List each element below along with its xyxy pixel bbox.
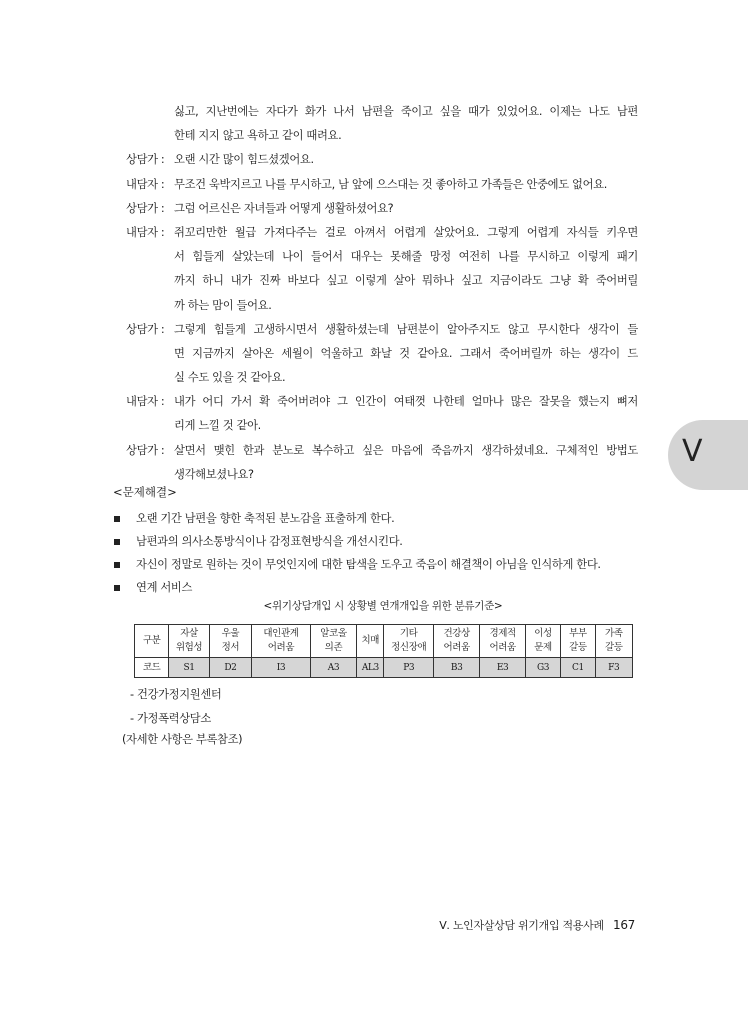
dialogue-line — [118, 342, 638, 366]
dialogue-line — [118, 294, 638, 318]
chapter-tab-label: V — [682, 434, 703, 469]
dialogue-text: 살면서 맺힌 한과 분노로 복수하고 싶은 마음에 죽음까지 생각하셨네요. 구체적인 방법도 — [174, 443, 638, 457]
dialogue-text: 한테 지지 않고 욕하고 같이 때려요. — [174, 129, 342, 143]
header-cell-line: 어려움 — [267, 642, 295, 653]
bullet-text: 연계 서비스 — [136, 581, 193, 594]
table-code-cell: F3 — [595, 658, 632, 678]
table-header-cell — [252, 625, 311, 658]
table-header-label: 구분 — [135, 625, 169, 658]
square-bullet-icon — [114, 539, 120, 545]
dialogue-line — [118, 414, 638, 438]
table-header-cell — [480, 625, 525, 658]
dialogue-text: 쥐꼬리만한 월급 가져다주는 걸로 아껴서 어렵게 살았어요. 그렇게 어렵게 자식들 키우면 — [174, 225, 638, 239]
dialogue-text: 싫고, 지난번에는 자다가 화가 나서 남편을 죽이고 싶을 때가 있었어요. 이제는 나도 남편 — [174, 105, 638, 118]
dialogue-text: 무조건 욱박지르고 나를 무시하고, 남 앞에 으스대는 것 좋아하고 가족들은 안중에도 없어요. — [174, 177, 607, 191]
table-header-cell — [310, 625, 356, 658]
speaker-label: 상담가 : — [126, 201, 165, 215]
speaker-label: 상담가 : — [126, 443, 165, 457]
dialogue-line — [118, 124, 638, 148]
dialogue-line — [118, 318, 638, 342]
header-cell-line: 위험성 — [175, 642, 203, 653]
table-caption: <위기상담개입 시 상황별 연개개입을 위한 분류기준> — [263, 600, 503, 612]
table-code-row — [135, 658, 633, 678]
table-header-cell — [525, 625, 560, 658]
dialogue-line — [118, 197, 638, 221]
appendix-note: (자세한 사항은 부록참조) — [122, 733, 243, 746]
dialogue-text: 면 지금까지 살아온 세월이 억울하고 화날 것 같아요. 그래서 죽어버릴까 하는 생각이 드 — [174, 346, 638, 360]
dialogue-text: 까 하는 맘이 들어요. — [174, 298, 272, 312]
dialogue-text: 리게 느낄 것 같아. — [174, 419, 261, 433]
table-code-cell: E3 — [480, 658, 525, 678]
dialogue — [118, 100, 638, 487]
header-cell-line: 기타 — [399, 628, 418, 639]
table-code-cell: B3 — [433, 658, 479, 678]
header-cell-line: 부부 — [569, 628, 587, 639]
service-item: - 가정폭력상담소 — [130, 712, 211, 725]
square-bullet-icon — [114, 516, 120, 522]
header-cell-line: 알코올 — [320, 628, 347, 639]
header-cell-line: 자살 — [180, 628, 198, 639]
dialogue-line — [118, 245, 638, 269]
table-header-cell — [209, 625, 251, 658]
square-bullet-icon — [114, 585, 120, 591]
header-cell-line: 의존 — [324, 642, 343, 653]
dialogue-text: 내가 어디 가서 확 죽어버려야 그 인간이 여태껏 나한테 얼마나 많은 잘못을 했는지 뼈저 — [174, 395, 638, 409]
bullet-text: 자신이 정말로 원하는 것이 무엇인지에 대한 탐색을 도우고 죽음이 해결책이 아님을 인식하게 한다. — [136, 558, 601, 571]
problem-solving-title: <문제해결> — [113, 485, 177, 499]
bullet-text: 남편과의 의사소통방식이나 감정표현방식을 개선시킨다. — [136, 535, 403, 548]
dialogue-line — [118, 221, 638, 245]
dialogue-text: 그럼 어르신은 자녀들과 어떻게 생활하셨어요? — [174, 201, 394, 215]
table-code-cell: S1 — [169, 658, 209, 678]
dialogue-line — [118, 148, 638, 172]
table-code-cell: P3 — [384, 658, 433, 678]
header-cell-line: 가족 — [604, 628, 623, 639]
dialogue-line — [118, 173, 638, 197]
problem-solving-list — [112, 507, 642, 599]
page-footer — [439, 917, 635, 933]
header-cell-line: 정서 — [221, 642, 240, 653]
bullet-item — [112, 530, 642, 553]
dialogue-line — [118, 100, 638, 124]
dialogue-line — [118, 390, 638, 414]
dialogue-text: 까지 하니 내가 진짜 바보다 싶고 이렇게 살아 뭐하나 싶고 지금이라도 그냥 확 죽어버릴 — [174, 274, 638, 288]
dialogue-line — [118, 439, 638, 463]
header-cell-line: 우울 — [221, 628, 240, 639]
header-cell-line: 어려움 — [443, 642, 470, 653]
bullet-item — [112, 576, 642, 599]
speaker-label: 내담자 : — [126, 177, 165, 191]
speaker-label: 상담가 : — [126, 153, 165, 167]
classification-table — [134, 624, 633, 678]
header-cell-line: 갈등 — [569, 642, 587, 653]
table-header-cell — [169, 625, 209, 658]
bullet-text: 오랜 기간 남편을 향한 축적된 분노감을 표출하게 한다. — [136, 512, 395, 525]
footer-title: Ⅴ. 노인자살상담 위기개입 적용사례 — [439, 919, 604, 932]
chapter-tab — [668, 420, 748, 490]
table-header-cell — [357, 625, 384, 658]
header-cell-line: 이성 — [534, 628, 552, 639]
service-list — [130, 683, 221, 731]
header-cell-line: 대인관계 — [263, 628, 299, 639]
square-bullet-icon — [114, 562, 120, 568]
dialogue-text: 오랜 시간 많이 힘드셨겠어요. — [174, 153, 314, 167]
header-cell-line: 경제적 — [489, 628, 516, 639]
header-cell-line: 정신장애 — [391, 642, 427, 653]
dialogue-line — [118, 366, 638, 390]
bullet-item — [112, 553, 642, 576]
table-code-cell: G3 — [525, 658, 560, 678]
page-number: 167 — [612, 918, 635, 932]
table-code-cell: AL3 — [357, 658, 384, 678]
dialogue-text: 생각해보셨나요? — [174, 467, 254, 481]
table-header-cell — [384, 625, 433, 658]
dialogue-text: 실 수도 있을 것 같아요. — [174, 371, 286, 385]
bullet-item — [112, 507, 642, 530]
table-header-cell — [433, 625, 479, 658]
table-code-label: 코드 — [135, 658, 169, 678]
table-code-cell: A3 — [310, 658, 356, 678]
table-header-row — [135, 625, 633, 658]
header-cell-line: 문제 — [534, 642, 552, 653]
speaker-label: 상담가 : — [126, 322, 165, 336]
header-cell-line: 건강상 — [443, 628, 470, 639]
dialogue-line — [118, 463, 638, 487]
dialogue-text: 서 힘들게 살았는데 나이 들어서 대우는 못해줄 망정 여전히 나를 무시하고 이렇게 패기 — [174, 250, 638, 264]
table-header-cell — [561, 625, 595, 658]
service-item: - 건강가정지원센터 — [130, 688, 222, 701]
speaker-label: 내담자 : — [126, 395, 165, 409]
table-code-cell: C1 — [561, 658, 595, 678]
table-code-cell: I3 — [252, 658, 311, 678]
speaker-label: 내담자 : — [126, 225, 165, 239]
table-code-cell: D2 — [209, 658, 251, 678]
header-cell-line: 치매 — [361, 635, 380, 646]
header-cell-line: 갈등 — [604, 642, 623, 653]
table-header-cell — [595, 625, 632, 658]
dialogue-text: 그렇게 힘들게 고생하시면서 생활하셨는데 남편분이 알아주지도 않고 무시한다 생각이 들 — [174, 322, 638, 336]
header-cell-line: 어려움 — [489, 642, 516, 653]
dialogue-line — [118, 269, 638, 293]
